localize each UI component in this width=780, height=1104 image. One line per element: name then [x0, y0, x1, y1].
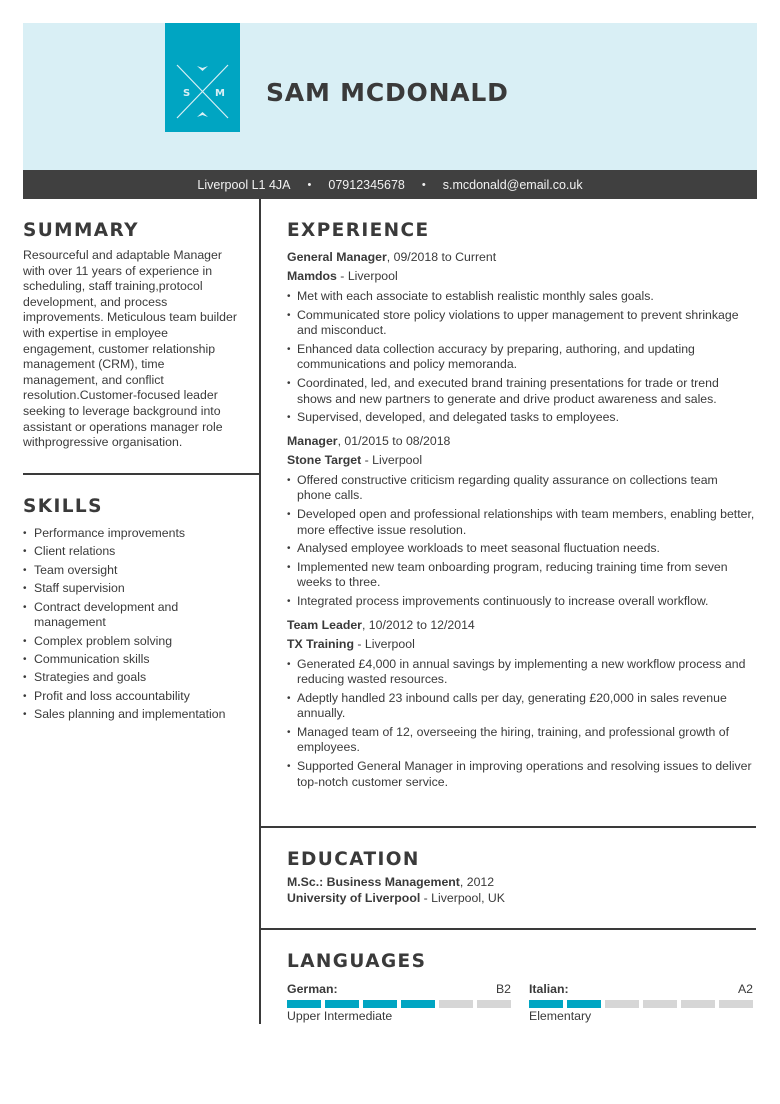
job-bullet: • Generated £4,000 in annual savings by implementing a new workflow process and reducing wasted resources. [287, 657, 755, 688]
summary-section [23, 220, 237, 451]
language-code: A2 [737, 982, 753, 996]
job-entry [287, 248, 755, 426]
separator-dot: • [307, 178, 312, 191]
bar-segment-filled [529, 1000, 563, 1008]
svg-text:M: M [215, 88, 225, 99]
language-german [287, 982, 511, 1024]
job-bullet: • Analysed employee workloads to meet seasonal fluctuation needs. [287, 541, 755, 557]
contact-address: Liverpool L1 4JA [197, 177, 291, 192]
language-name: Italian: [529, 982, 569, 996]
job-bullet: • Managed team of 12, overseeing the hiring, training, and professional growth of employees. [287, 725, 755, 756]
bar-segment-filled [567, 1000, 601, 1008]
column-divider [259, 199, 261, 1024]
bar-segment-empty [643, 1000, 677, 1008]
job-bullet: • Adeptly handled 23 inbound calls per day, generating £20,000 in sales revenue annually. [287, 691, 755, 722]
svg-text:S: S [183, 88, 191, 99]
job-bullet: • Integrated process improvements continuously to increase overall workflow. [287, 594, 755, 610]
education-degree-line [287, 875, 755, 891]
skill-item: • Profit and loss accountability [23, 689, 237, 705]
skill-item: • Client relations [23, 544, 237, 560]
bar-segment-filled [287, 1000, 321, 1008]
language-header [287, 982, 511, 997]
language-proficiency-bar [529, 1000, 753, 1008]
job-bullet: • Met with each associate to establish realistic monthly sales goals. [287, 289, 755, 305]
language-code: B2 [495, 982, 511, 996]
job-bullet: • Supported General Manager in improving operations and resolving issues to deliver top-notch customer service. [287, 759, 755, 790]
education-location: - Liverpool, UK [420, 890, 505, 905]
job-bullet: • Enhanced data collection accuracy by preparing, authoring, and updating communications and policy memoranda. [287, 342, 755, 373]
education-degree: M.Sc.: Business Management [287, 875, 460, 889]
skills-title: SKILLS [23, 496, 103, 517]
skill-item: • Performance improvements [23, 526, 237, 542]
skill-item: • Team oversight [23, 563, 237, 579]
experience-section [287, 220, 755, 793]
summary-title: SUMMARY [23, 220, 139, 241]
bar-segment-empty [681, 1000, 715, 1008]
skill-item: • Sales planning and implementation [23, 707, 237, 723]
job-location: - Liverpool [353, 636, 415, 651]
job-company-line [287, 267, 755, 286]
section-divider [23, 473, 260, 475]
job-bullets [287, 289, 755, 426]
job-location: - Liverpool [361, 452, 423, 467]
job-bullet: • Implemented new team onboarding program, reducing training time from seven weeks to three. [287, 560, 755, 591]
bar-segment-empty [477, 1000, 511, 1008]
skill-item: • Communication skills [23, 652, 237, 668]
job-bullet: • Communicated store policy violations to upper management to prevent shrinkage and misconduct. [287, 308, 755, 339]
job-bullets [287, 473, 755, 610]
skill-item: • Staff supervision [23, 581, 237, 597]
job-company-line [287, 635, 755, 654]
education-year: , 2012 [459, 875, 495, 889]
education-school-line [287, 891, 755, 907]
job-bullet: • Supervised, developed, and delegated tasks to employees. [287, 410, 755, 426]
contact-email[interactable]: s.mcdonald@email.co.uk [442, 177, 583, 192]
job-bullet: • Offered constructive criticism regarding quality assurance on collections team phone calls. [287, 473, 755, 504]
bar-segment-filled [401, 1000, 435, 1008]
experience-title: EXPERIENCE [287, 220, 430, 241]
job-company: Mamdos [287, 269, 337, 283]
monogram-logo [165, 23, 240, 132]
section-divider [260, 928, 756, 930]
job-entry [287, 616, 755, 791]
candidate-name: SAM MCDONALD [266, 78, 509, 107]
summary-text: Resourceful and adaptable Manager with over 11 years of experience in scheduling, staff training,protocol development, and process improvements. Meticulous team builder with expertise in employee engagement, customer relationship management (CRM), time management, and conflict resolution.Customer-focused leader seeking to leverage background into assistant or operations manager role withprogressive organisation. [23, 248, 237, 450]
language-header [529, 982, 753, 997]
job-dates: , 09/2018 to Current [386, 250, 497, 264]
job-title-line [287, 248, 755, 267]
skill-item: • Complex problem solving [23, 634, 237, 650]
bar-segment-empty [719, 1000, 753, 1008]
bar-segment-filled [363, 1000, 397, 1008]
job-dates: , 10/2012 to 12/2014 [361, 617, 475, 632]
education-title: EDUCATION [287, 849, 420, 870]
job-title-line [287, 616, 755, 635]
bar-segment-filled [325, 1000, 359, 1008]
education-section [287, 849, 755, 906]
job-company-line [287, 451, 755, 470]
language-italian [529, 982, 753, 1024]
language-level: Upper Intermediate [287, 1009, 393, 1023]
skill-item: • Strategies and goals [23, 670, 237, 686]
section-divider [260, 826, 756, 828]
language-name: German: [287, 982, 338, 996]
job-company: TX Training [287, 636, 354, 651]
bar-segment-empty [605, 1000, 639, 1008]
job-company: Stone Target [287, 452, 362, 467]
education-details [287, 875, 755, 906]
languages-title: LANGUAGES [287, 951, 427, 972]
contact-bar [23, 170, 757, 199]
job-role: General Manager [287, 250, 387, 264]
monogram-cross-icon [165, 23, 240, 132]
languages-section [287, 951, 755, 972]
job-entry [287, 432, 755, 610]
job-bullet: • Developed open and professional relationships with team members, enabling better, more effective issue resolution. [287, 507, 755, 538]
language-proficiency-bar [287, 1000, 511, 1008]
language-level: Elementary [529, 1009, 592, 1023]
contact-phone: 07912345678 [328, 177, 405, 192]
skills-list [23, 526, 237, 723]
separator-dot: • [421, 178, 426, 191]
job-bullet: • Coordinated, led, and executed brand training presentations for trade or trend shows and new partners to generate and drive product awareness and sales. [287, 376, 755, 407]
bar-segment-empty [439, 1000, 473, 1008]
job-dates: , 01/2015 to 08/2018 [337, 433, 451, 448]
education-school: University of Liverpool [287, 890, 421, 905]
job-role: Team Leader [287, 617, 362, 632]
job-role: Manager [287, 433, 338, 448]
skill-item: • Contract development and management [23, 600, 237, 631]
skills-section [23, 496, 237, 726]
job-title-line [287, 432, 755, 451]
job-location: - Liverpool [336, 269, 398, 283]
job-bullets [287, 657, 755, 791]
